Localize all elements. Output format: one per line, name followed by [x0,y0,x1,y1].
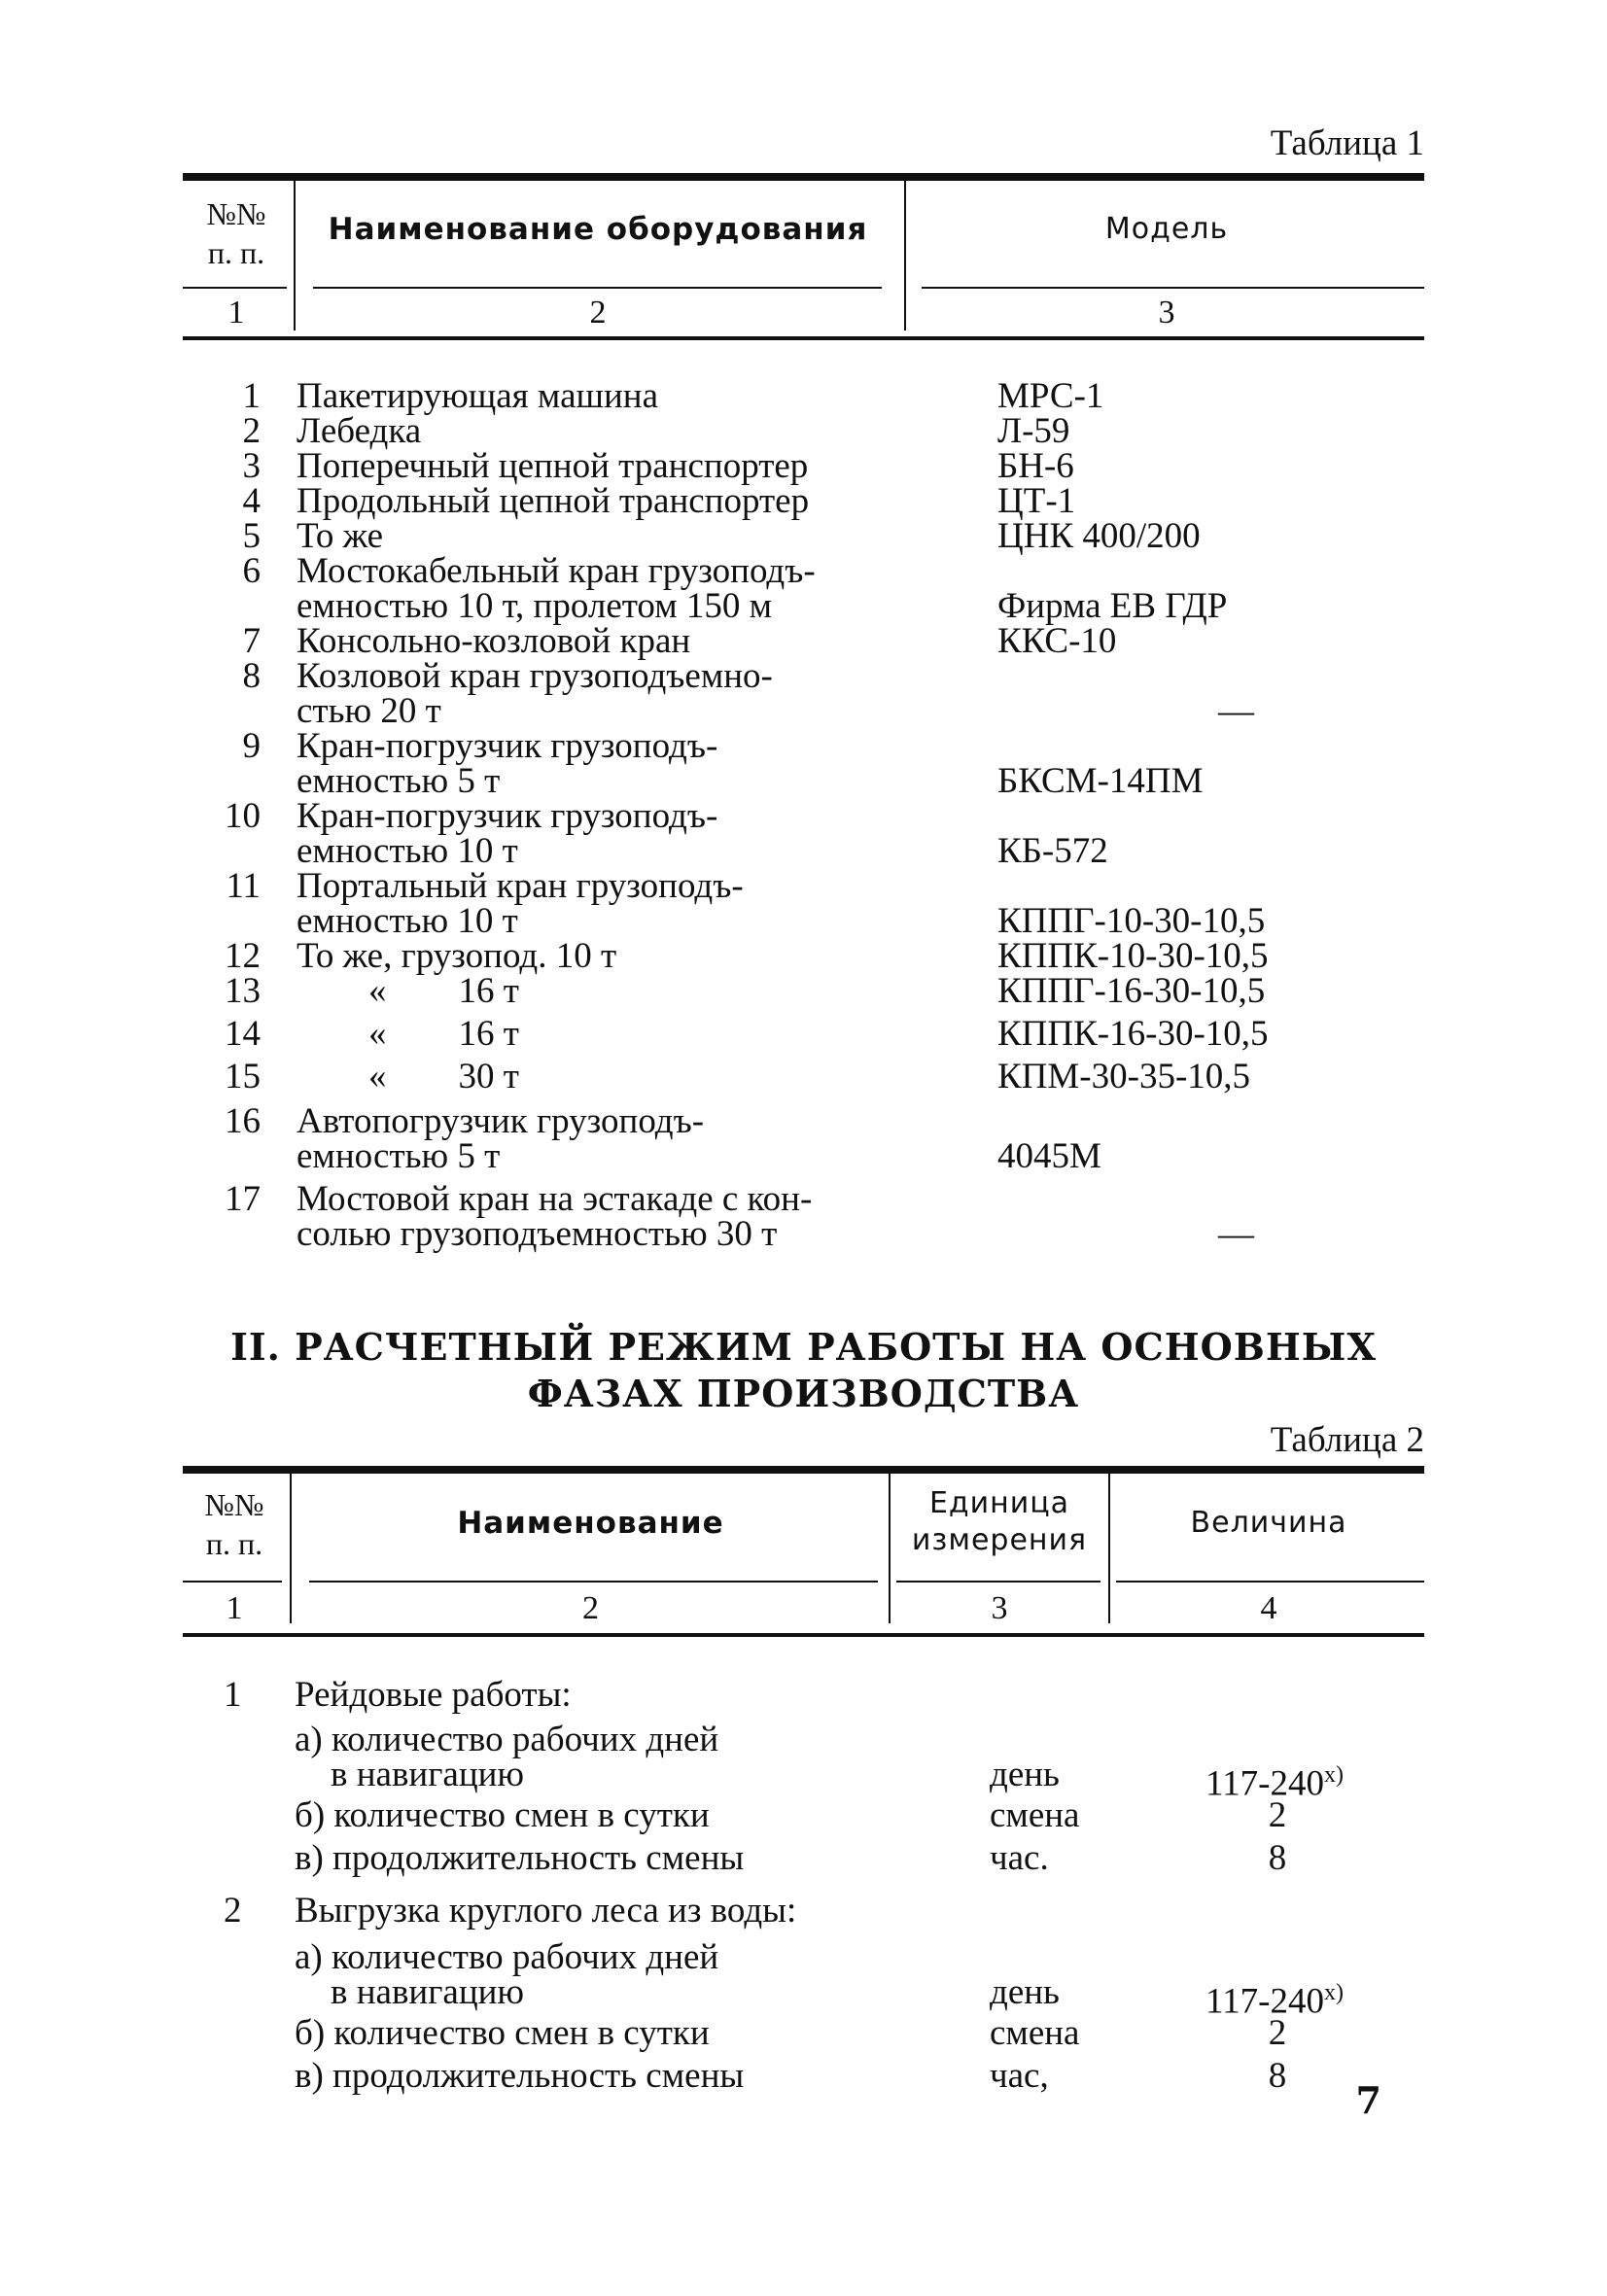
row-number: 14 [225,1014,261,1054]
equipment-name: Продольный цепной транспортер [297,481,810,521]
row-number: 15 [225,1057,261,1096]
equipment-name: Пакетирующая машина [297,376,659,416]
equipment-model: 4045М [997,1136,1101,1176]
table2-colnum: 3 [991,1590,1008,1626]
table1-divider [904,181,906,330]
item-unit: день [990,1972,1060,2012]
group-title: Рейдовые работы: [295,1675,572,1715]
equipment-model: КППК-10-30-10,5 [997,936,1269,976]
table2-caption: Таблица 2 [1270,1420,1424,1460]
row-number: 10 [225,796,261,836]
item-value: 2 [1268,1795,1287,1835]
equipment-name: « 16 т [297,1014,519,1054]
row-number: 6 [242,551,261,591]
equipment-model: БН-6 [997,446,1074,486]
table2-header-rule [1116,1581,1424,1583]
row-number: 4 [242,481,261,521]
item-value-text: 117-240 [1205,1981,1324,2022]
item-label: б) количество смен в сутки [295,1795,710,1835]
table1-header-rule [922,287,1424,289]
row-number: 13 [225,971,261,1011]
equipment-model: — [1218,1214,1254,1254]
row-number: 16 [225,1101,261,1141]
page-number: 7 [1355,2078,1381,2122]
table2-header-value: Величина [1190,1506,1347,1540]
table1-header-name: Наименование оборудования [328,212,868,247]
item-unit: день [990,1755,1060,1794]
item-label: а) количество рабочих дней в навигацию [295,1720,719,1794]
table2-header-rule [309,1581,878,1583]
equipment-name: Мостовой кран на эстакаде с кон- солью грузоподъемностью 30 т [297,1179,813,1254]
equipment-name: Консольно-козловой кран [297,621,691,661]
equipment-model: БКСМ-14ПМ [997,761,1204,801]
equipment-model: КБ-572 [997,831,1108,871]
table2-header-bottom-rule [183,1633,1424,1637]
equipment-name: То же [297,516,384,556]
table2-divider [1108,1474,1110,1623]
table2-divider [290,1474,292,1623]
table1-header-rule [313,287,882,289]
equipment-name: « 30 т [297,1057,519,1096]
equipment-name: Портальный кран грузоподъ- емностью 10 т [297,866,744,941]
item-label: в) продолжительность смены [295,2056,745,2096]
equipment-model: Л-59 [997,411,1070,451]
table1-top-rule [183,173,1424,181]
table2-header-no: №№ п. п. [204,1487,264,1561]
equipment-name: То же, грузопод. 10 т [297,936,617,976]
equipment-model: ККС-10 [997,621,1117,661]
table1-colnum: 1 [227,295,245,330]
table1-header-rule [183,287,287,289]
table1-caption: Таблица 1 [1270,123,1424,163]
row-number: 1 [242,376,261,416]
equipment-name: Автопогрузчик грузоподъ- емностью 5 т [297,1101,705,1176]
table1-colnum: 3 [1158,295,1175,330]
row-number: 17 [225,1179,261,1219]
equipment-model: ЦНК 400/200 [997,516,1201,556]
table2-header-rule [183,1581,282,1583]
table1-divider [294,181,296,330]
table2-header-unit: Единица измерения [911,1486,1088,1557]
item-value: 8 [1268,2056,1287,2096]
table2-colnum: 1 [226,1590,243,1626]
section-title-line1: II. РАСЧЕТНЫЙ РЕЖИМ РАБОТЫ НА ОСНОВНЫХ [230,1325,1377,1369]
equipment-name: Лебедка [297,411,422,451]
item-unit: час. [990,1838,1049,1878]
equipment-model: Фирма ЕВ ГДР [997,586,1228,626]
table2-header-name: Наименование [457,1506,724,1541]
equipment-name: Мостокабельный кран грузоподъ- емностью 10 т, пролетом 150 м [297,551,816,626]
item-label: в) продолжительность смены [295,1838,745,1878]
table2-header-rule [896,1581,1100,1583]
group-number: 1 [224,1675,242,1715]
equipment-model: КППГ-16-30-10,5 [997,971,1266,1011]
row-number: 2 [242,411,261,451]
item-value-text: 117-240 [1205,1763,1324,1804]
row-number: 12 [225,936,261,976]
row-number: 5 [242,516,261,556]
table2-colnum: 4 [1260,1590,1277,1626]
item-unit: час, [990,2056,1049,2096]
equipment-name: « 16 т [297,971,519,1011]
equipment-model: МРС-1 [997,376,1104,416]
table2-colnum: 2 [582,1590,599,1626]
item-unit: смена [990,2013,1080,2053]
item-value: 2 [1268,2013,1287,2053]
item-label: а) количество рабочих дней в навигацию [295,1937,719,2012]
equipment-name: Кран-погрузчик грузоподъ- емностью 10 т [297,796,718,871]
equipment-model: ЦТ-1 [997,481,1076,521]
equipment-model: КППК-16-30-10,5 [997,1014,1269,1054]
table1-header-bottom-rule [183,336,1424,340]
row-number: 9 [242,726,261,766]
table2-divider [889,1474,891,1623]
equipment-name: Козловой кран грузоподъемно- стью 20 т [297,656,773,731]
table2-top-rule [183,1466,1424,1474]
item-value: 8 [1268,1838,1287,1878]
table1-colnum: 2 [589,295,607,330]
group-number: 2 [224,1891,242,1931]
footnote-mark: х) [1323,1980,1344,2005]
item-label: б) количество смен в сутки [295,2013,710,2053]
group-title: Выгрузка круглого леса из воды: [295,1891,797,1931]
equipment-name: Кран-погрузчик грузоподъ- емностью 5 т [297,726,718,801]
section-title-line2: ФАЗАХ ПРОИЗВОДСТВА [527,1372,1080,1415]
equipment-name: Поперечный цепной транспортер [297,446,809,486]
footnote-mark: х) [1323,1762,1344,1788]
row-number: 8 [242,656,261,696]
equipment-model: КППГ-10-30-10,5 [997,901,1266,941]
row-number: 11 [226,866,261,906]
item-unit: смена [990,1795,1080,1835]
equipment-model: КПМ-30-35-10,5 [997,1057,1251,1096]
table1-header-model: Модель [1104,212,1229,246]
row-number: 3 [242,446,261,486]
table1-header-no: №№ п. п. [206,196,266,270]
row-number: 7 [242,621,261,661]
equipment-model: — [1218,691,1254,731]
